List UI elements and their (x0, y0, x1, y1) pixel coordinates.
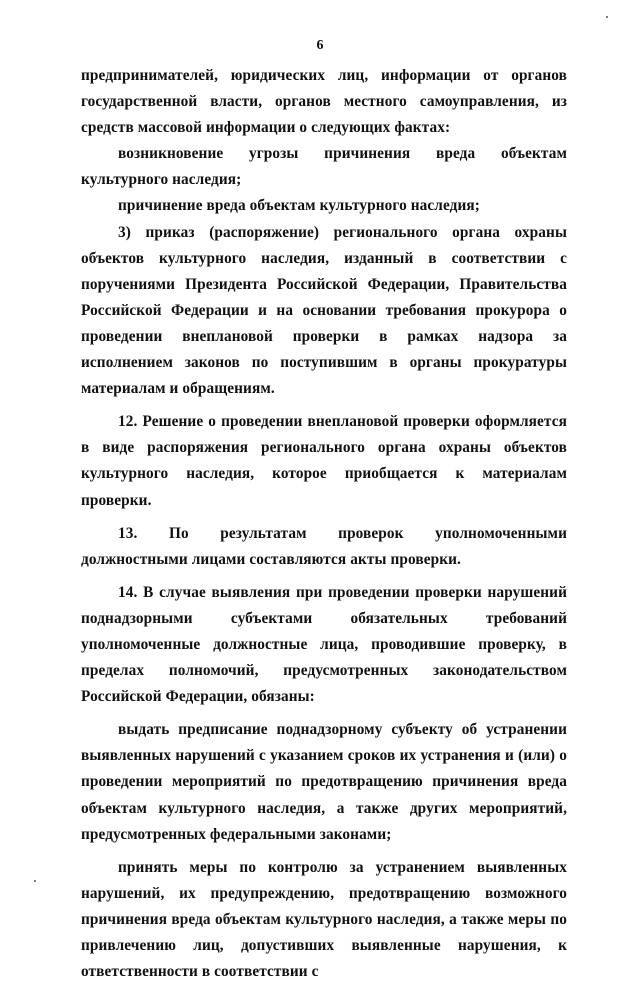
paragraph-clause-14: 14. В случае выявления при проведении проверки нарушений поднадзорными субъектами обязательных требований уполномоченные должностные лица, проводившие проверку, в пределах полномочий, предусмотренных законодательством Российской Федерации, обязаны: (81, 583, 567, 706)
scan-speck (34, 880, 36, 882)
paragraph-continuation: предпринимателей, юридических лиц, информации от органов государственной власти, органов местного самоуправления, из средств массовой информации о следующих фактах: (81, 67, 567, 137)
paragraph-duty-measures: принять меры по контролю за устранением выявленных нарушений, их предупреждению, предотвращению возможного причинения вреда объектам культурного наследия, а также меры по привлечению лиц, допустивших выявленные нарушения, к ответственности в соответствии с (81, 858, 567, 981)
scan-speck (606, 16, 608, 18)
paragraph-fact-threat: возникновение угрозы причинения вреда объектам культурного наследия; (81, 145, 567, 189)
paragraph-clause-12: 12. Решение о проведении внеплановой проверки оформляется в виде распоряжения регионального органа охраны объектов культурного наследия, которое приобщается к материалам проверки. (81, 413, 567, 509)
paragraph-item-3: 3) приказ (распоряжение) регионального органа охраны объектов культурного наследия, изданный в соответствии с поручениями Президента Российской Федерации, Правительства Российской Федерации и на основании требования прокурора о проведении внеплановой проверки в рамках надзора за исполнением законов по поступившим в органы прокуратуры материалам и обращениям. (81, 223, 567, 398)
document-body (81, 63, 567, 985)
paragraph-duty-order: выдать предписание поднадзорному субъекту об устранении выявленных нарушений с указанием сроков их устранения и (или) о проведении мероприятий по предотвращению причинения вреда объектам культурного наследия, а также других мероприятий, предусмотренных федеральными законами; (81, 721, 567, 843)
paragraph-fact-harm: причинение вреда объектам культурного наследия; (118, 197, 480, 215)
paragraph-clause-13: 13. По результатам проверок уполномоченными должностными лицами составляются акты проверки. (81, 524, 567, 568)
page-number: 6 (316, 38, 324, 53)
